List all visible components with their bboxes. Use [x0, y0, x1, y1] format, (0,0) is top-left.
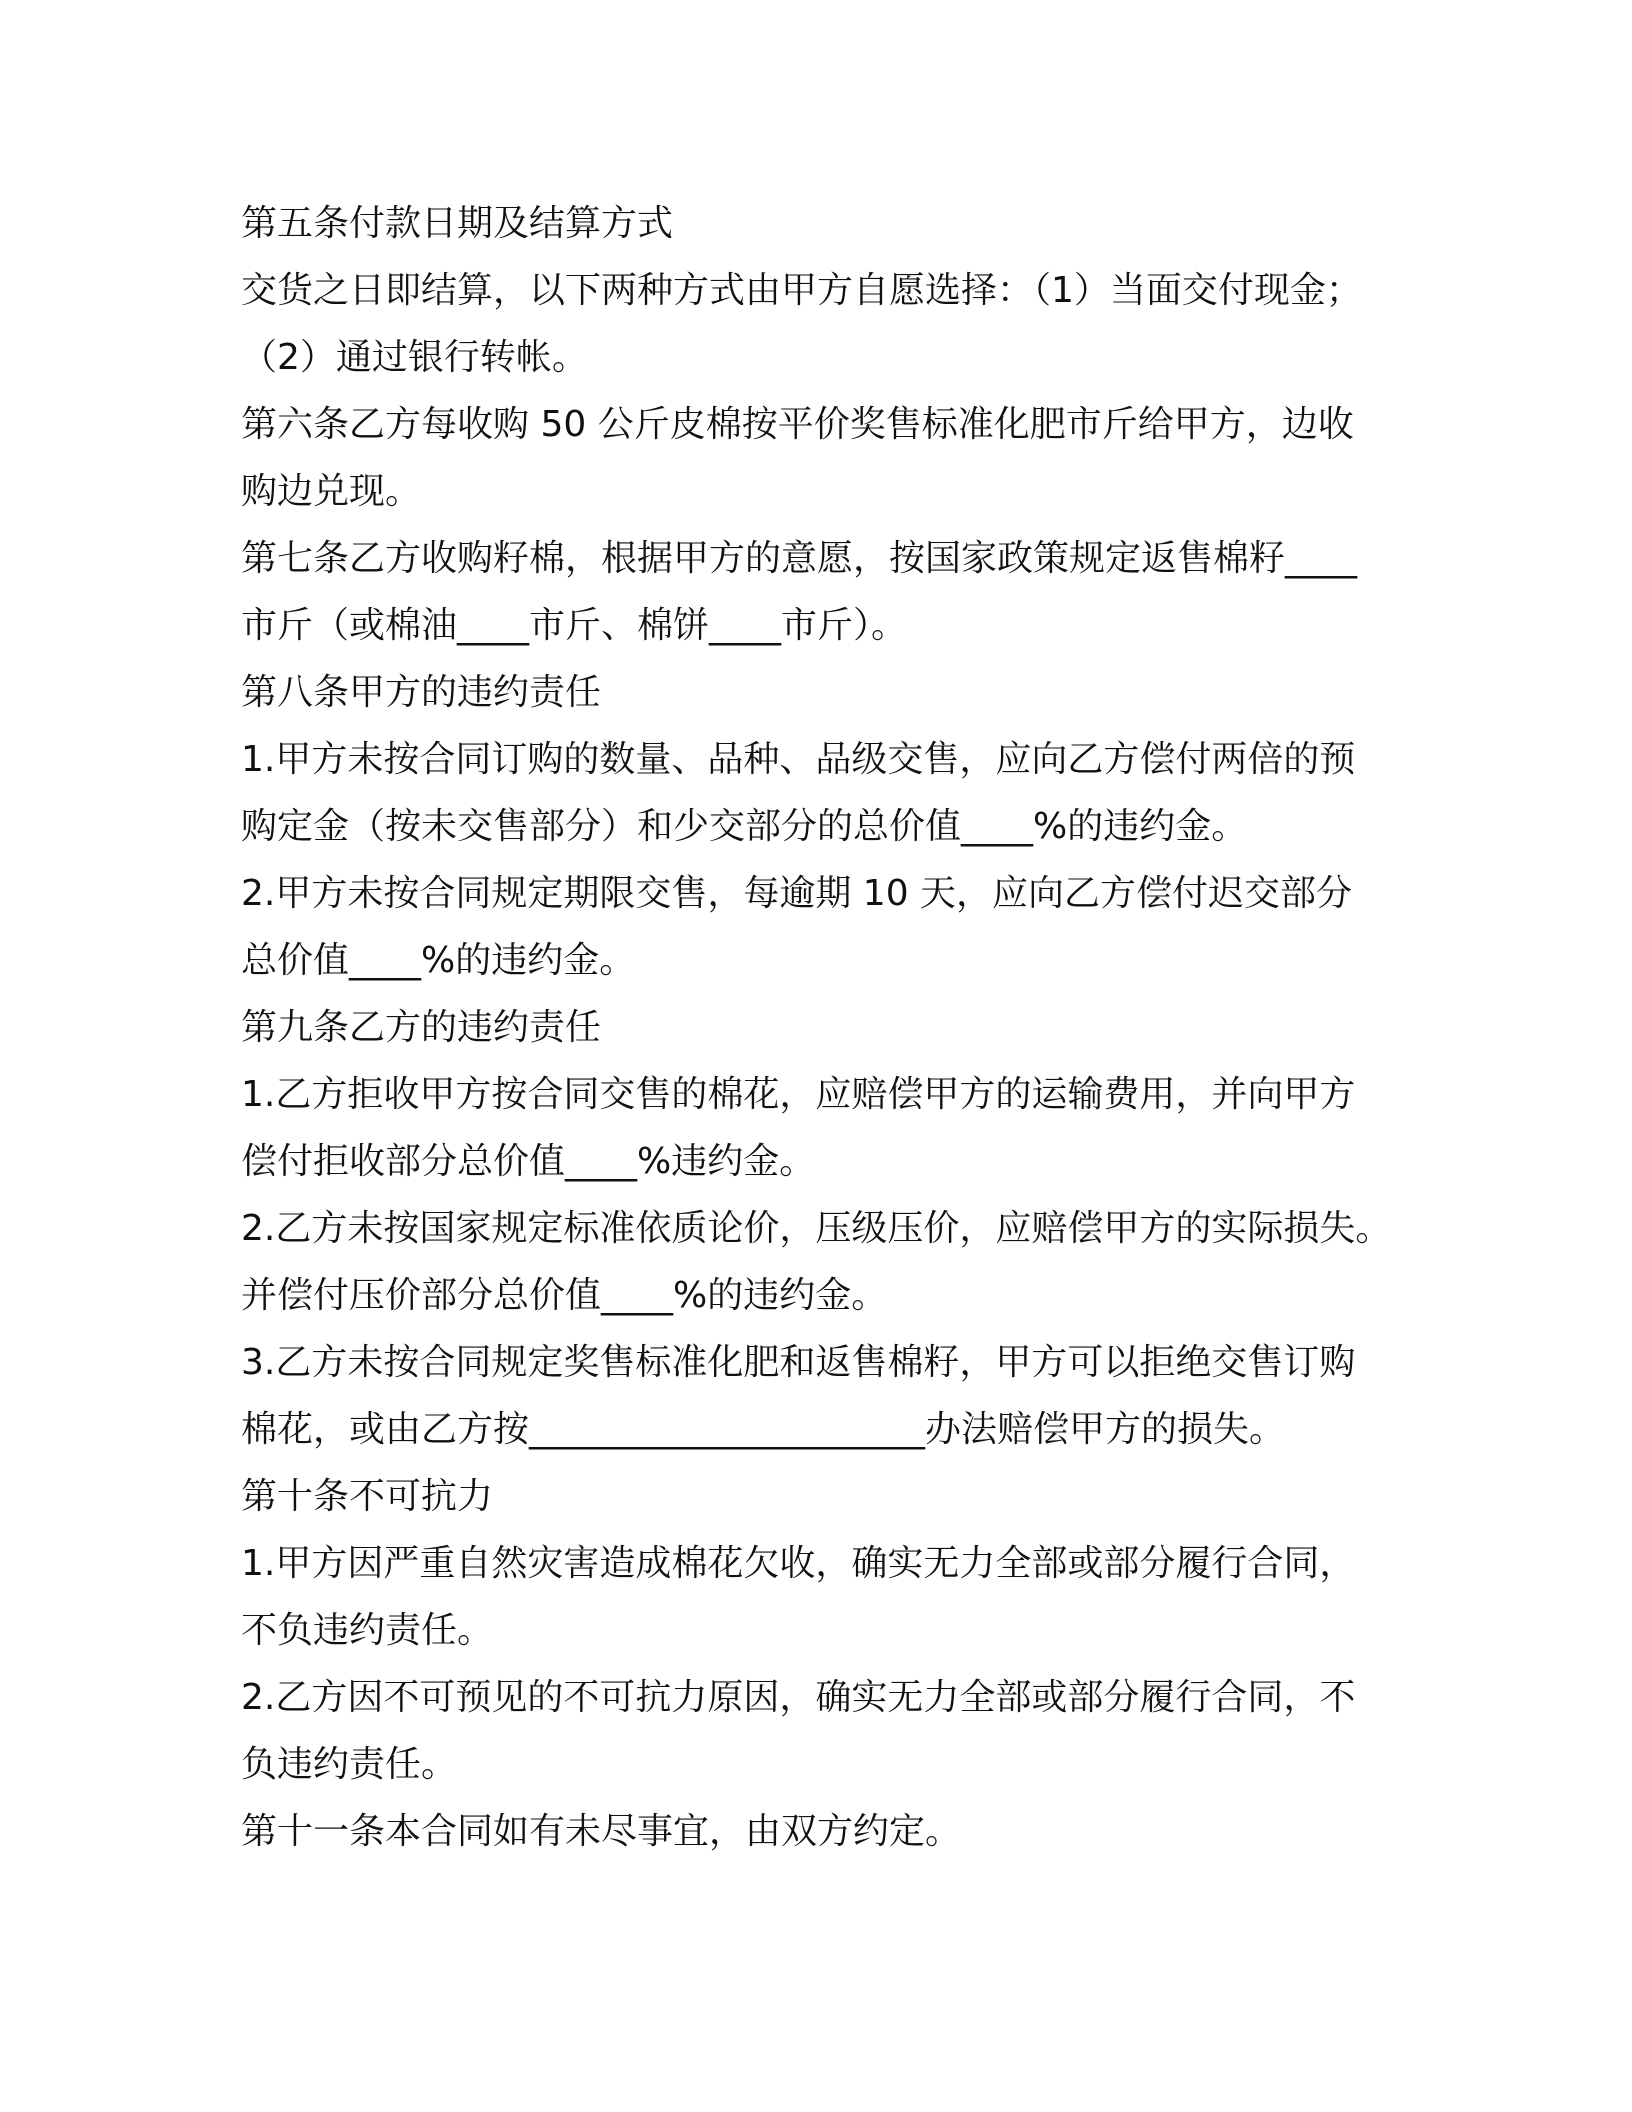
document-page [241, 190, 1391, 1865]
article-5-text-line-1: 交货之日即结算，以下两种方式由甲方自愿选择：（1）当面交付现金； [241, 270, 1362, 311]
article-10-clause-1-line-2: 不负违约责任。 [241, 1610, 494, 1651]
article-10-heading: 第十条不可抗力 [241, 1476, 494, 1517]
article-8-clause-2-line-1: 2.甲方未按合同规定期限交售，每逾期 10 天，应向乙方偿付迟交部分 [241, 873, 1353, 914]
article-9-clause-1-line-2: 偿付拒收部分总价值____%违约金。 [241, 1141, 816, 1182]
article-11-text: 第十一条本合同如有未尽事宜，由双方约定。 [241, 1811, 962, 1852]
article-5-heading: 第五条付款日期及结算方式 [241, 203, 674, 244]
article-6-line-1: 第六条乙方每收购 50 公斤皮棉按平价奖售标准化肥市斤给甲方，边收 [241, 404, 1354, 445]
article-6-line-2: 购边兑现。 [241, 471, 422, 512]
article-9-clause-3-line-2: 棉花，或由乙方按______________________办法赔偿甲方的损失。 [241, 1409, 1286, 1450]
article-10-clause-2-line-2: 负违约责任。 [241, 1744, 458, 1785]
article-8-clause-1-line-2: 购定金（按未交售部分）和少交部分的总价值____%的违约金。 [241, 806, 1248, 847]
article-7-line-2: 市斤（或棉油____市斤、棉饼____市斤）。 [241, 605, 908, 646]
article-7-line-1: 第七条乙方收购籽棉，根据甲方的意愿，按国家政策规定返售棉籽____ [241, 538, 1358, 579]
article-9-clause-3-line-1: 3.乙方未按合同规定奖售标准化肥和返售棉籽，甲方可以拒绝交售订购 [241, 1342, 1356, 1383]
article-5-text-line-2: （2）通过银行转帐。 [241, 337, 588, 378]
article-8-clause-1-line-1: 1.甲方未按合同订购的数量、品种、品级交售，应向乙方偿付两倍的预 [241, 739, 1356, 780]
article-10-clause-1-line-1: 1.甲方因严重自然灾害造成棉花欠收，确实无力全部或部分履行合同， [241, 1543, 1356, 1584]
article-9-clause-1-line-1: 1.乙方拒收甲方按合同交售的棉花，应赔偿甲方的运输费用，并向甲方 [241, 1074, 1356, 1115]
article-8-clause-2-line-2: 总价值____%的违约金。 [241, 940, 636, 981]
article-9-heading: 第九条乙方的违约责任 [241, 1007, 602, 1048]
article-10-clause-2-line-1: 2.乙方因不可预见的不可抗力原因，确实无力全部或部分履行合同，不 [241, 1677, 1356, 1718]
article-9-clause-2-line-1: 2.乙方未按国家规定标准依质论价，压级压价，应赔偿甲方的实际损失。 [241, 1208, 1392, 1249]
article-9-clause-2-line-2: 并偿付压价部分总价值____%的违约金。 [241, 1275, 888, 1316]
article-8-heading: 第八条甲方的违约责任 [241, 672, 602, 713]
